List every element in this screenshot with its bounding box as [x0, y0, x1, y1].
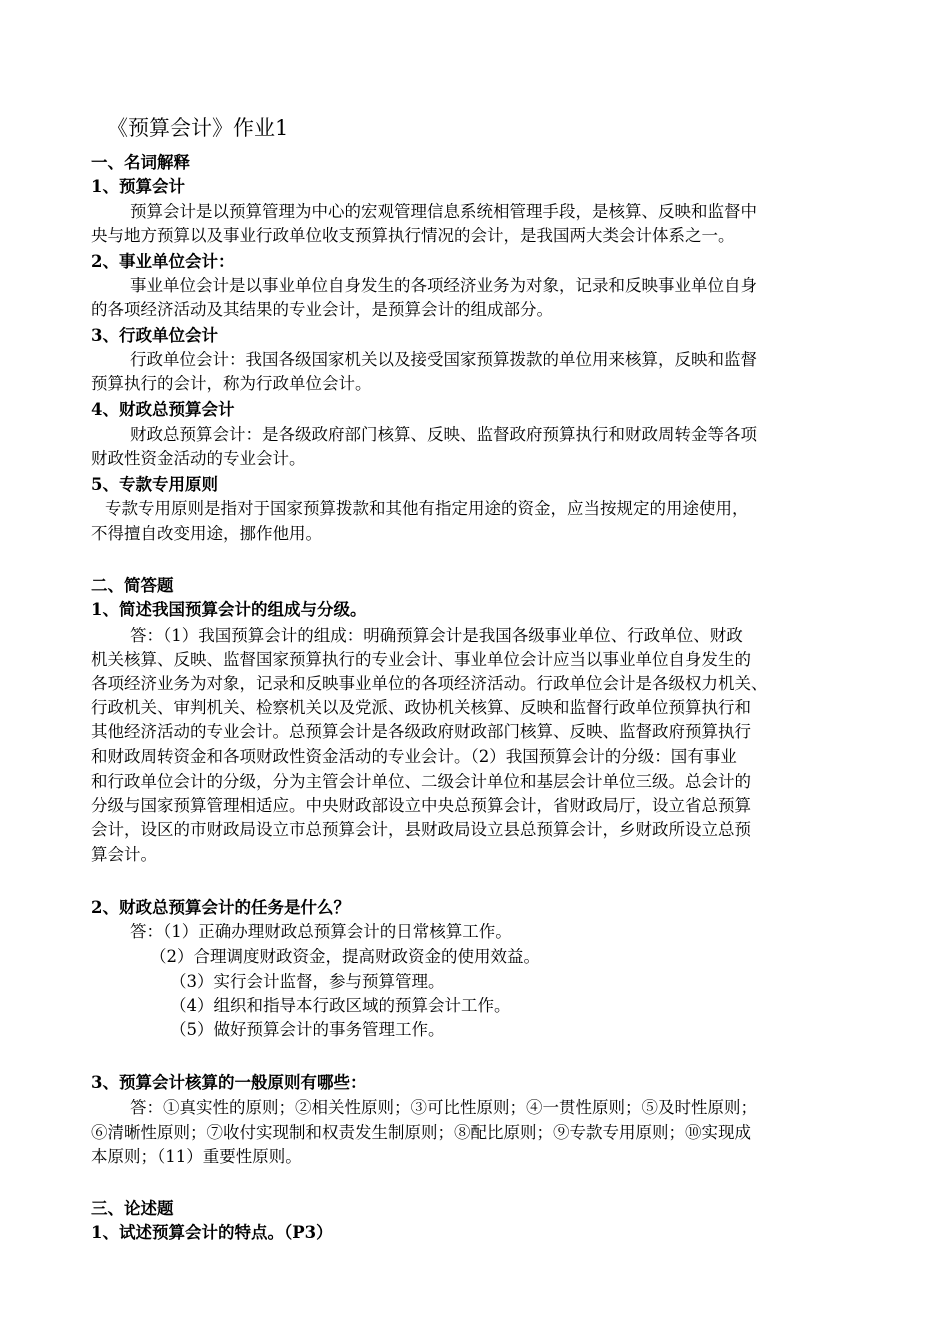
answer-1-line: 行政机关、审判机关、检察机关以及党派、政协机关核算、反映和监督行政单位预算执行和 [91, 698, 751, 717]
section-3-heading: 三、论述题 [91, 1199, 174, 1218]
answer-1-line: 算会计。 [91, 845, 157, 864]
term-3-line: 预算执行的会计，称为行政单位会计。 [91, 374, 372, 393]
term-2-line: 事业单位会计是以事业单位自身发生的各项经济业务为对象，记录和反映事业单位自身 [130, 276, 757, 295]
question-3-heading: 3、预算会计核算的一般原则有哪些： [91, 1073, 367, 1092]
answer-1-line: 答：（1）我国预算会计的组成：明确预算会计是我国各级事业单位、行政单位、财政 [130, 626, 743, 645]
section-1-heading: 一、名词解释 [91, 153, 190, 172]
section-2-heading: 二、简答题 [91, 576, 174, 595]
question-2-heading: 2、财政总预算会计的任务是什么？ [91, 898, 350, 917]
term-1-line: 央与地方预算以及事业行政单位收支预算执行情况的会计，是我国两大类会计体系之一。 [91, 226, 735, 245]
term-4-line: 财政性资金活动的专业会计。 [91, 449, 306, 468]
answer-2-line: 答：（1）正确办理财政总预算会计的日常核算工作。 [130, 922, 512, 941]
answer-2-line: （4）组织和指导本行政区域的预算会计工作。 [170, 996, 511, 1015]
answer-1-line: 机关核算、反映、监督国家预算执行的专业会计、事业单位会计应当以事业单位自身发生的 [91, 650, 751, 669]
answer-3-line: ⑥清晰性原则；⑦收付实现制和权责发生制原则；⑧配比原则；⑨专款专用原则；⑩实现成 [91, 1123, 751, 1142]
answer-1-line: 各项经济业务为对象，记录和反映事业单位的各项经济活动。行政单位会计是各级权力机关、 [91, 674, 768, 693]
term-5-line: 不得擅自改变用途，挪作他用。 [91, 524, 322, 543]
answer-3-line: 本原则；（11）重要性原则。 [91, 1147, 302, 1166]
term-4-line: 财政总预算会计：是各级政府部门核算、反映、监督政府预算执行和财政周转金等各项 [130, 425, 757, 444]
term-5-heading: 5、专款专用原则 [91, 475, 218, 494]
term-2-line: 的各项经济活动及其结果的专业会计，是预算会计的组成部分。 [91, 300, 553, 319]
answer-1-line: 和财政周转资金和各项财政性资金活动的专业会计。（2）我国预算会计的分级：国有事业 [91, 747, 737, 766]
term-1-line: 预算会计是以预算管理为中心的宏观管理信息系统相管理手段，是核算、反映和监督中 [130, 202, 757, 221]
answer-2-line: （5）做好预算会计的事务管理工作。 [170, 1020, 445, 1039]
term-2-heading: 2、事业单位会计： [91, 252, 235, 271]
answer-1-line: 和行政单位会计的分级，分为主管会计单位、二级会计单位和基层会计单位三级。总会计的 [91, 772, 751, 791]
term-4-heading: 4、财政总预算会计 [91, 400, 235, 419]
term-3-line: 行政单位会计：我国各级国家机关以及接受国家预算拨款的单位用来核算，反映和监督 [130, 350, 757, 369]
answer-3-line: 答：①真实性的原则；②相关性原则；③可比性原则；④一贯性原则；⑤及时性原则； [130, 1098, 757, 1117]
term-3-heading: 3、行政单位会计 [91, 326, 218, 345]
question-1-heading: 1、简述我国预算会计的组成与分级。 [91, 600, 367, 619]
answer-1-line: 分级与国家预算管理相适应。中央财政部设立中央总预算会计，省财政局厅，设立省总预算 [91, 796, 751, 815]
essay-question-1-heading: 1、试述预算会计的特点。（P3） [91, 1223, 333, 1242]
answer-2-line: （3）实行会计监督，参与预算管理。 [170, 972, 445, 991]
answer-1-line: 会计，设区的市财政局设立市总预算会计，县财政局设立县总预算会计，乡财政所设立总预 [91, 820, 751, 839]
document-title: 《预算会计》作业1 [107, 116, 289, 140]
answer-2-line: （2）合理调度财政资金，提高财政资金的使用效益。 [150, 947, 540, 966]
answer-1-line: 其他经济活动的专业会计。总预算会计是各级政府财政部门核算、反映、监督政府预算执行 [91, 722, 751, 741]
term-1-heading: 1、预算会计 [91, 177, 185, 196]
term-5-line: 专款专用原则是指对于国家预算拨款和其他有指定用途的资金，应当按规定的用途使用， [105, 499, 749, 518]
